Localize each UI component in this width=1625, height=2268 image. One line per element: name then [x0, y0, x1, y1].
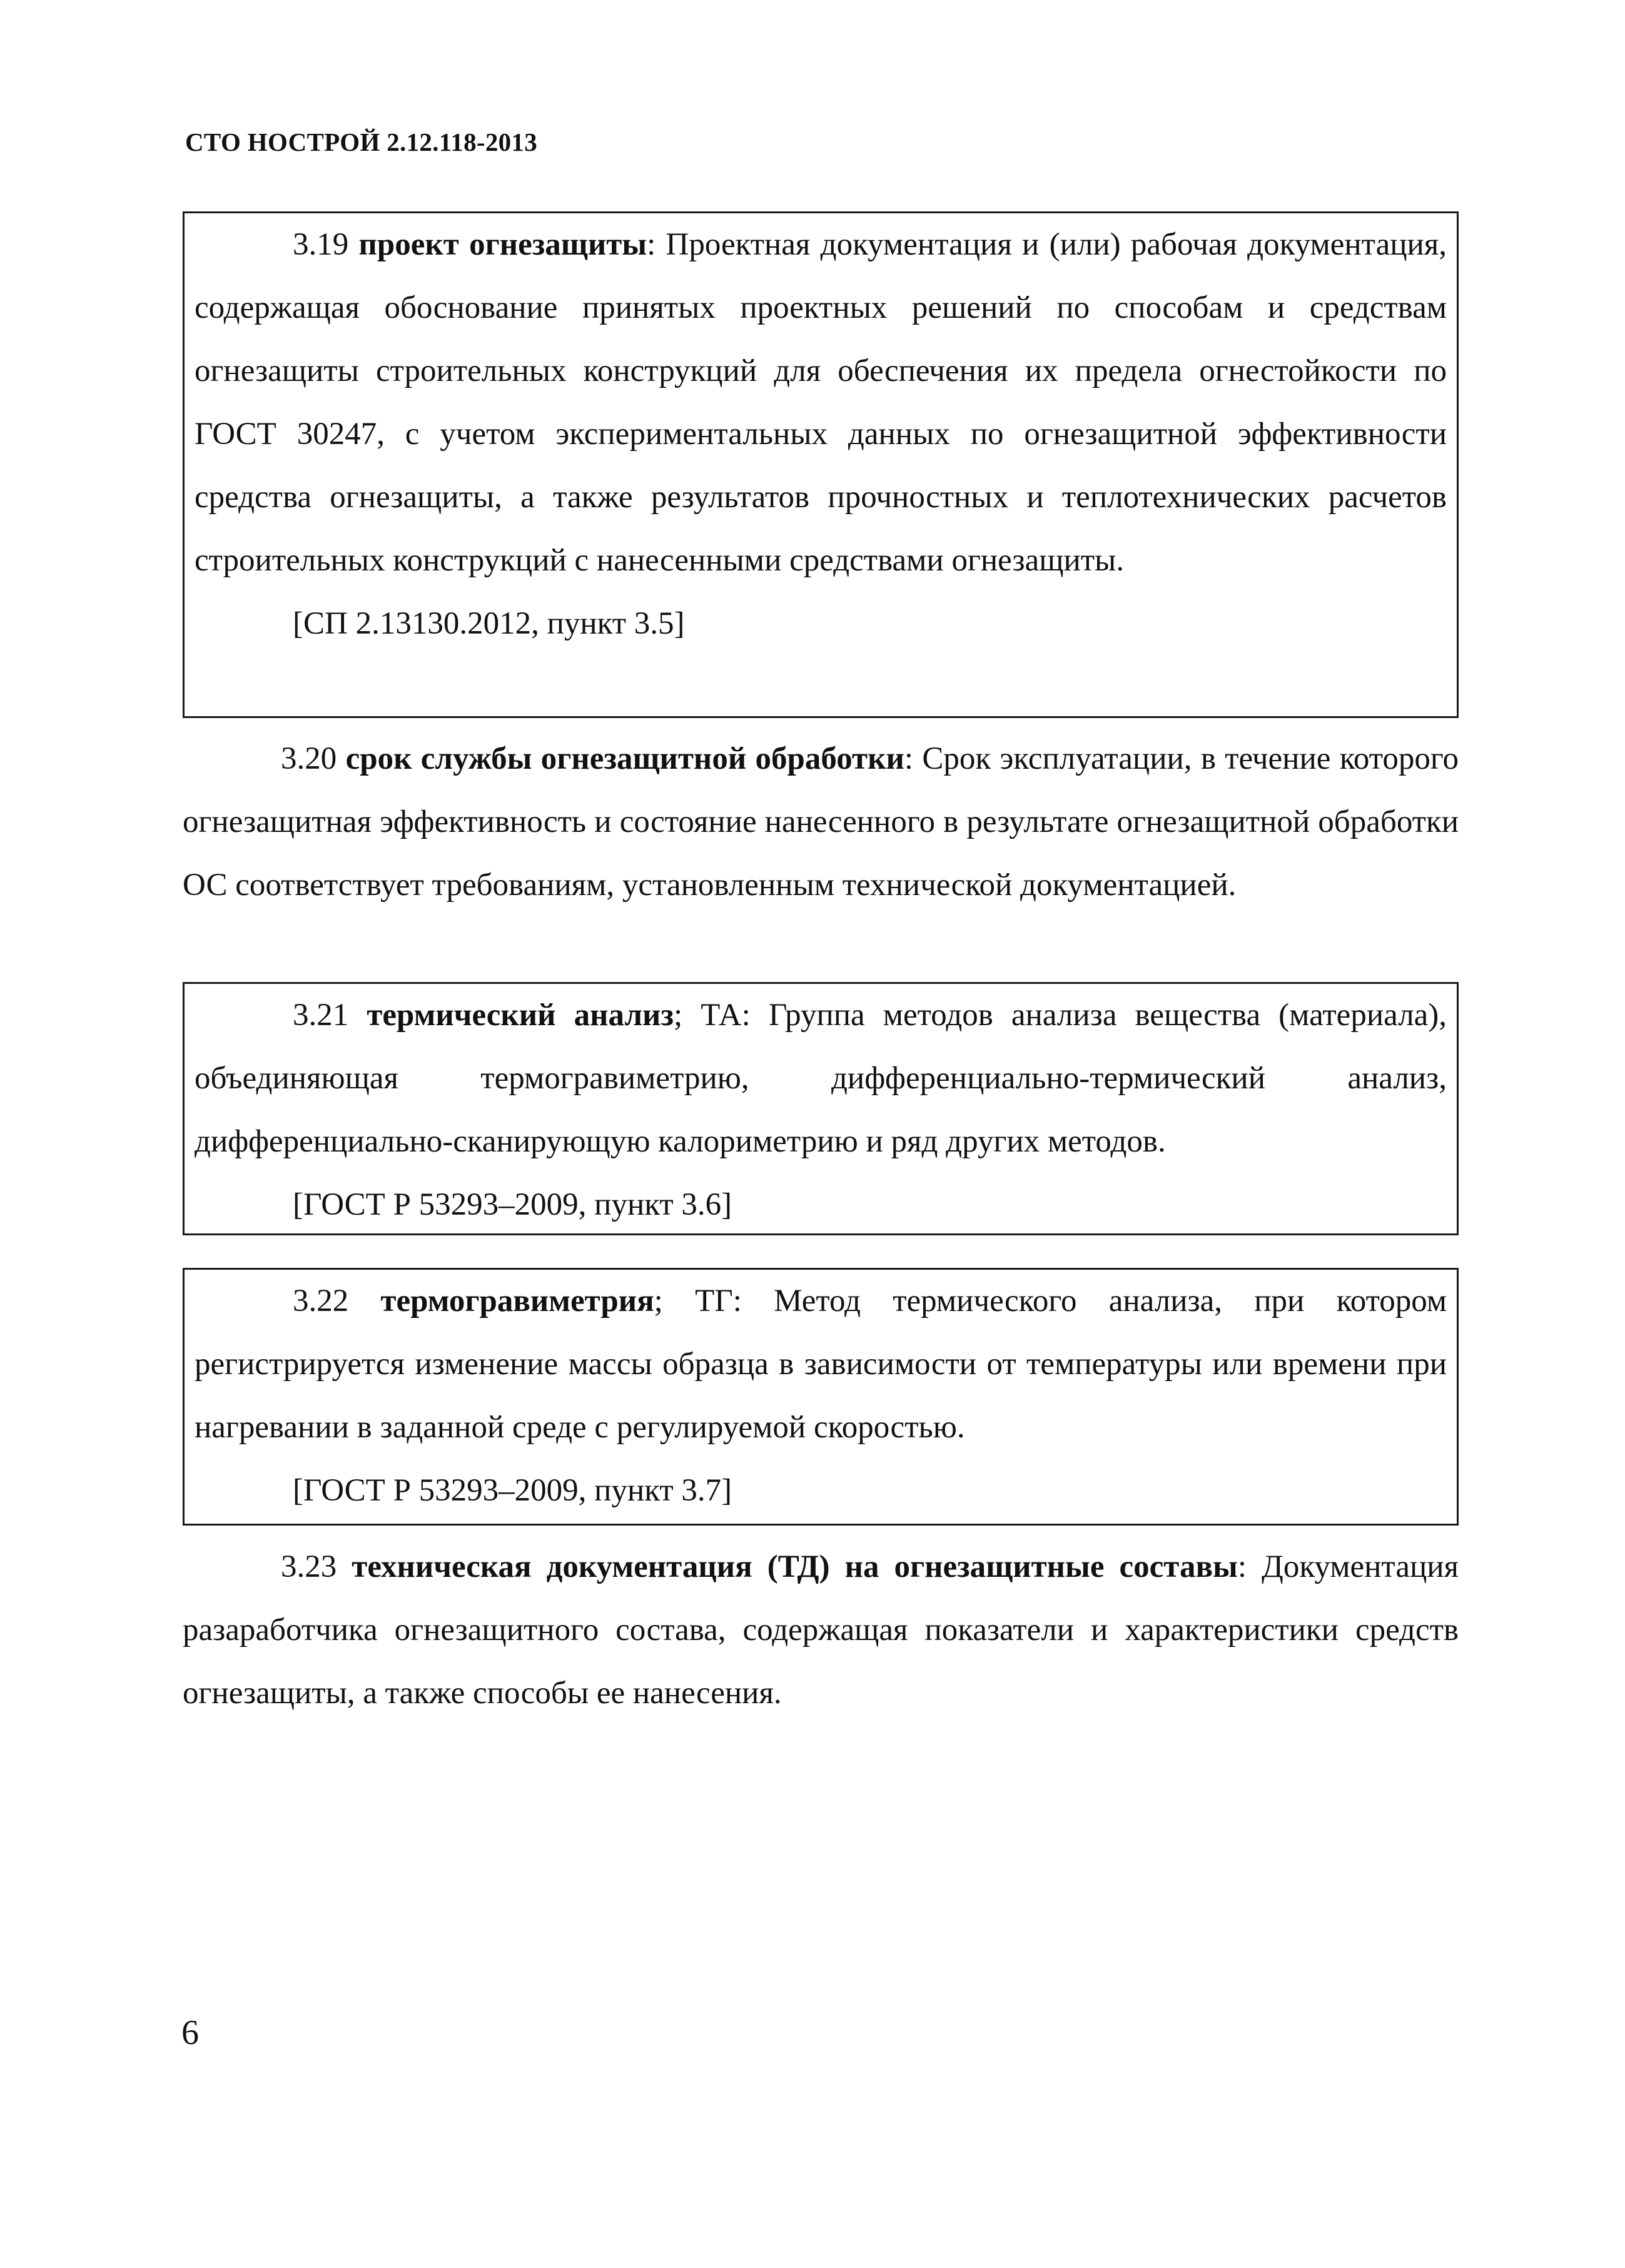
entry-definition: ; ТГ: Метод термического анализа, при котором регистрируется изменение массы образца в зависимости от температуры или времени при нагревании в заданной среде с регулируемой скоростью. — [195, 1283, 1447, 1445]
entry-term: техническая документация (ТД) на огнезащитные составы — [352, 1549, 1238, 1584]
entry-term: срок службы огнезащитной обработки — [345, 741, 904, 776]
entry-number: 3.21 — [293, 998, 349, 1033]
entry-term: термогравиметрия — [380, 1283, 654, 1319]
definition-3-22 — [183, 1268, 1459, 1526]
definition-3-21 — [183, 982, 1459, 1235]
entry-definition: : Срок эксплуатации, в течение которого огнезащитная эффективность и состояние нанесенного в результате огнезащитной обработки ОС соответствует требованиям, установленным технической документацией. — [183, 741, 1459, 903]
definition-3-20 — [183, 727, 1459, 917]
entry-number: 3.19 — [293, 227, 349, 262]
page-number: 6 — [181, 2013, 199, 2052]
entry-term: проект огнезащиты — [358, 227, 647, 262]
entry-number: 3.22 — [293, 1283, 349, 1319]
entry-definition: : Документация разаработчика огнезащитного состава, содержащая показатели и характеристики средств огнезащиты, а также способы ее нанесения. — [183, 1549, 1459, 1711]
entry-number: 3.20 — [281, 741, 337, 776]
entry-reference: [СП 2.13130.2012, пункт 3.5] — [293, 606, 685, 641]
entry-definition: : Проектная документация и (или) рабочая документация, содержащая обоснование принятых проектных решений по способам и средствам огнезащиты строительных конструкций для обеспечения их предела огнестойкости по ГОСТ 30247, с учетом экспериментальных данных по огнезащитной эффективности средства огнезащиты, а также результатов прочностных и теплотехнических расчетов строительных конструкций с нанесенными средствами огнезащиты. — [195, 227, 1447, 578]
entry-reference: [ГОСТ Р 53293–2009, пункт 3.7] — [293, 1473, 732, 1508]
entry-term: термический анализ — [367, 998, 674, 1033]
definition-3-19 — [183, 211, 1459, 718]
entry-number: 3.23 — [281, 1549, 337, 1584]
entry-reference: [ГОСТ Р 53293–2009, пункт 3.6] — [293, 1187, 732, 1222]
document-header: СТО НОСТРОЙ 2.12.118-2013 — [185, 128, 538, 156]
entry-definition: ; ТА: Группа методов анализа вещества (материала), объединяющая термогравиметрию, дифференциально-термический анализ, дифференциально-сканирующую калориметрию и ряд других методов. — [195, 998, 1447, 1159]
definition-3-23 — [183, 1536, 1459, 1725]
